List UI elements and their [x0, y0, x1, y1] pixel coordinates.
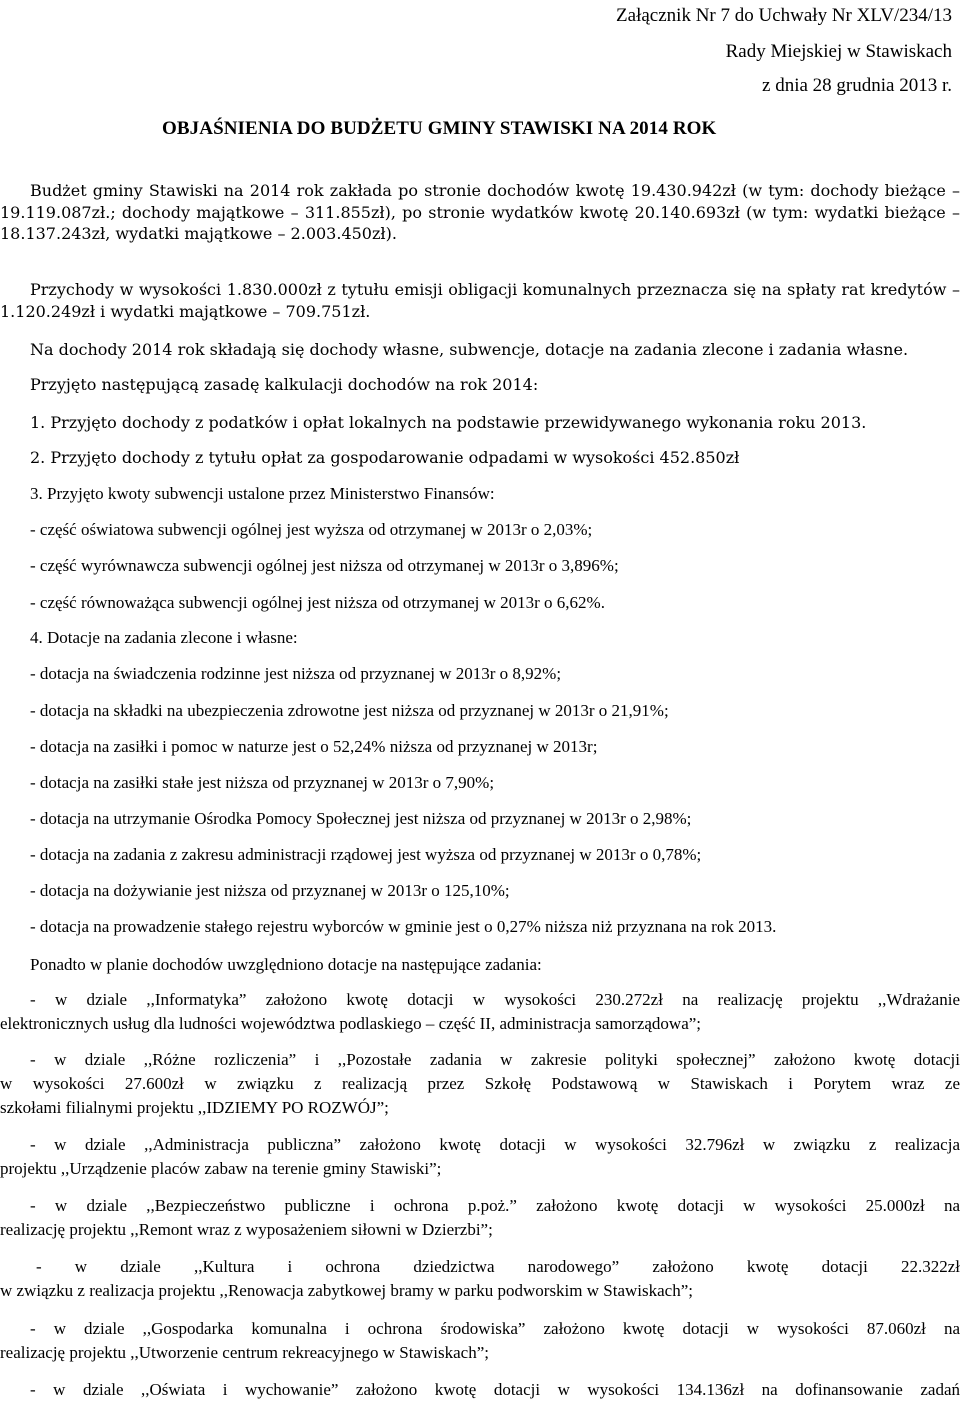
subwencja-item: - część równoważąca subwencji ogólnej jest niższa od otrzymanej w 2013r o 6,62%. — [30, 593, 605, 612]
przychody-paragraph: Przychody w wysokości 1.830.000zł z tytułu emisji obligacji komunalnych przeznacza się na spłaty rat kredytów – 1.120.249zł i wydatki majątkowe – 709.751zł. — [0, 280, 960, 321]
intro-paragraph: Budżet gminy Stawiski na 2014 rok zakłada po stronie dochodów kwotę 19.430.942zł (w tym: dochody bieżące – 19.119.087zł.; dochody majątkowe – 311.855zł), po stronie wydatków kwotę 20.140.693zł (w tym: wydatki bieżące – 18.137.243zł, wydatki majątkowe – 2.003.450zł). — [0, 181, 960, 243]
zadanie-line: - w dziale ,,Informatyka” założono kwotę dotacji w wysokości 230.272zł na realizację projektu ,,Wdrażanie — [30, 990, 960, 1009]
zadanie-line: projektu ,,Urządzenie placów zabaw na terenie gminy Stawiski”; — [0, 1159, 442, 1178]
zadanie-line: - w dziale ,,Różne rozliczenia” i ,,Pozostałe zadania w zakresie polityki społecznej” założono kwotę dotacji — [30, 1050, 960, 1069]
zadanie-line: - w dziale ,,Bezpieczeństwo publiczne i ochrona p.poż.” założono kwotę dotacji w wysokości 25.000zł na — [30, 1196, 960, 1215]
ponadto-paragraph: Ponadto w planie dochodów uwzględniono dotacje na następujące zadania: — [30, 955, 542, 974]
dotacja-item: - dotacja na prowadzenie stałego rejestru wyborców w gminie jest o 0,27% niższa niż przyznana na rok 2013. — [30, 917, 777, 936]
attachment-header-line1: Załącznik Nr 7 do Uchwały Nr XLV/234/13 — [616, 5, 952, 26]
attachment-header-line3: z dnia 28 grudnia 2013 r. — [762, 75, 952, 96]
point-3: 3. Przyjęto kwoty subwencji ustalone przez Ministerstwo Finansów: — [30, 484, 495, 503]
zadanie-line: w związku z realizacja projektu ,,Renowacja zabytkowej bramy w parku podworskim w Stawiskach”; — [0, 1281, 693, 1300]
dotacja-item: - dotacja na świadczenia rodzinne jest niższa od przyznanej w 2013r o 8,92%; — [30, 664, 562, 683]
dotacja-item: - dotacja na utrzymanie Ośrodka Pomocy Społecznej jest niższa od przyznanej w 2013r o 2,98%; — [30, 809, 692, 828]
zadanie-line: - w dziale ,,Kultura i ochrona dziedzictwa narodowego” założono kwotę dotacji 22.322zł — [36, 1257, 960, 1276]
zasada-kalkulacji-paragraph: Przyjęto następującą zasadę kalkulacji dochodów na rok 2014: — [30, 375, 539, 394]
dotacja-item: - dotacja na zasiłki stałe jest niższa od przyznanej w 2013r o 7,90%; — [30, 773, 495, 792]
zadanie-line: elektronicznych usług dla ludności województwa podlaskiego – część II, administracja samorządowa”; — [0, 1014, 702, 1033]
dotacja-item: - dotacja na dożywianie jest niższa od przyznanej w 2013r o 125,10%; — [30, 881, 510, 900]
zadanie-line: - w dziale ,,Oświata i wychowanie” założono kwotę dotacji w wysokości 134.136zł na dofinansowanie zadań — [30, 1380, 960, 1399]
subwencja-item: - część wyrównawcza subwencji ogólnej jest niższa od otrzymanej w 2013r o 3,896%; — [30, 556, 619, 575]
document-title: OBJAŚNIENIA DO BUDŻETU GMINY STAWISKI NA 2014 ROK — [162, 118, 717, 139]
zadanie-line: w wysokości 27.600zł w związku z realizacją przez Szkołę Podstawową w Stawiskach i Porytem wraz ze — [0, 1074, 960, 1093]
zadanie-line: realizację projektu ,,Remont wraz z wyposażeniem siłowni w Dzierzbi”; — [0, 1220, 493, 1239]
dotacja-item: - dotacja na składki na ubezpieczenia zdrowotne jest niższa od przyznanej w 2013r o 21,91%; — [30, 701, 669, 720]
attachment-header-line2: Rady Miejskiej w Stawiskach — [725, 41, 952, 62]
zadanie-line: - w dziale ,,Gospodarka komunalna i ochrona środowiska” założono kwotę dotacji w wysokości 87.060zł na — [30, 1319, 960, 1338]
subwencja-item: - część oświatowa subwencji ogólnej jest wyższa od otrzymanej w 2013r o 2,03%; — [30, 520, 593, 539]
point-4: 4. Dotacje na zadania zlecone i własne: — [30, 628, 298, 647]
point-1: 1. Przyjęto dochody z podatków i opłat lokalnych na podstawie przewidywanego wykonania roku 2013. — [30, 413, 867, 432]
zadanie-line: realizację projektu ,,Utworzenie centrum rekreacyjnego w Stawiskach”; — [0, 1343, 489, 1362]
point-2: 2. Przyjęto dochody z tytułu opłat za gospodarowanie odpadami w wysokości 452.850zł — [30, 448, 740, 467]
dotacja-item: - dotacja na zadania z zakresu administracji rządowej jest wyższa od przyznanej w 2013r o 0,78%; — [30, 845, 702, 864]
dochody-skladaja-paragraph: Na dochody 2014 rok składają się dochody własne, subwencje, dotacje na zadania zlecone i zadania własne. — [30, 340, 909, 359]
zadanie-line: szkołami filialnymi projektu ,,IDZIEMY PO ROZWÓJ”; — [0, 1098, 389, 1117]
dotacja-item: - dotacja na zasiłki i pomoc w naturze jest o 52,24% niższa od przyznanej w 2013r; — [30, 737, 598, 756]
zadanie-line: - w dziale ,,Administracja publiczna” założono kwotę dotacji w wysokości 32.796zł w związku z realizacja — [30, 1135, 960, 1154]
